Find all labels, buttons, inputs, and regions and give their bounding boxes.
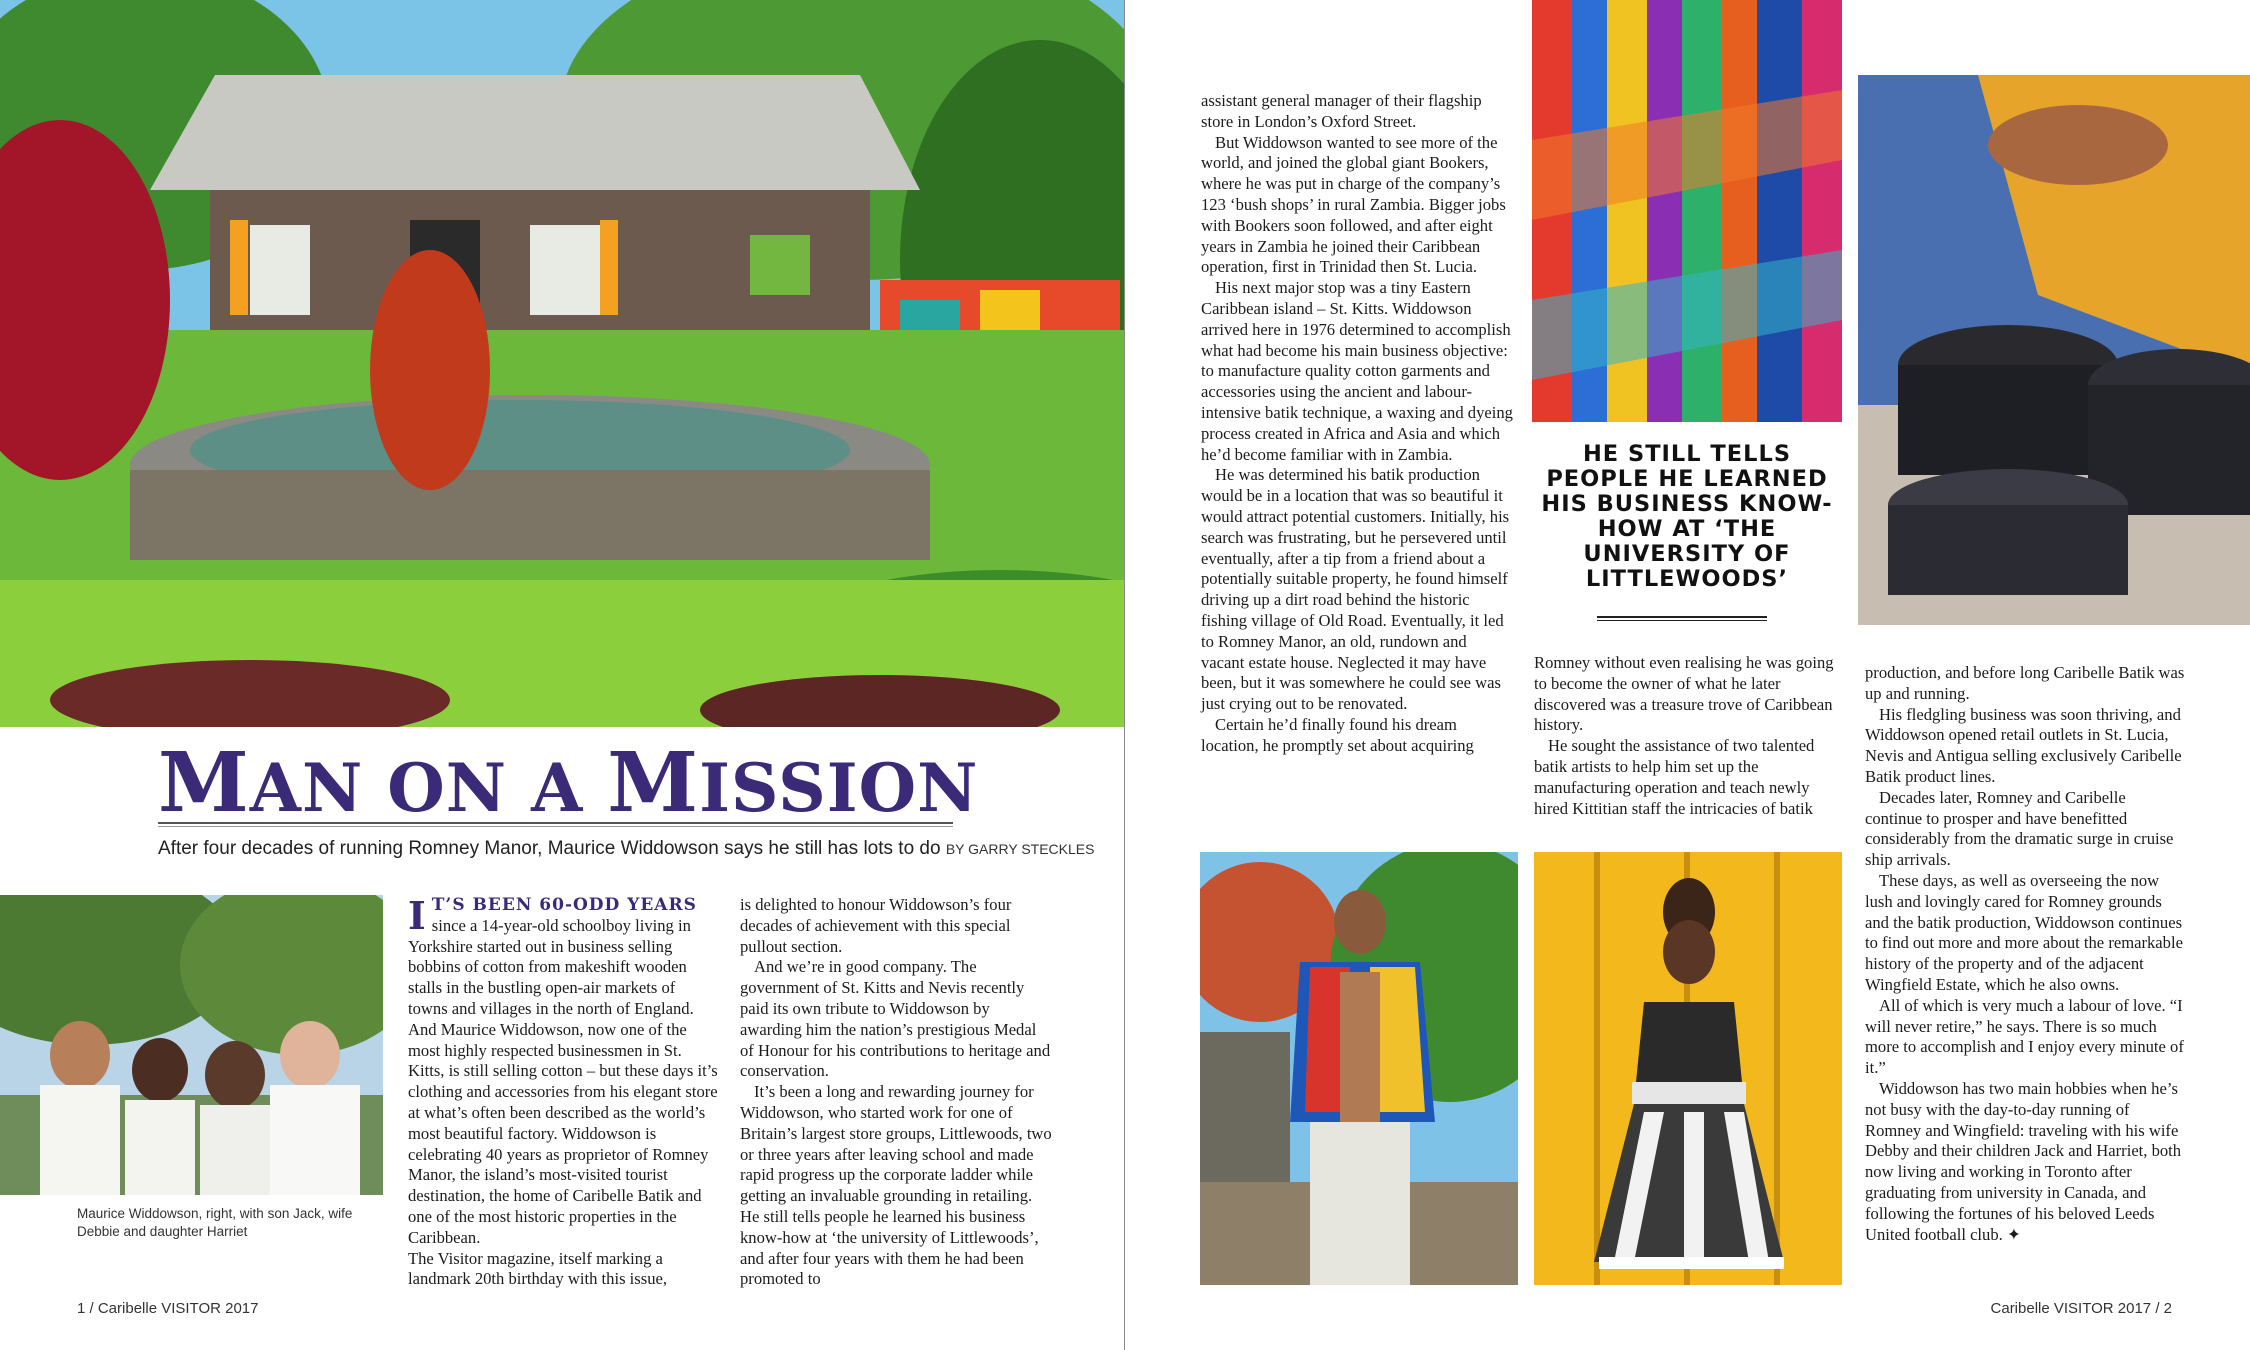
- paragraph: Widdowson has two main hobbies when he’s not busy with the day-to-day running of Romney and Wingfield: traveling with his wife Debby and their children Jack and Harriet, both now living and working in Toronto after graduating from university in Canada, and following the fortunes of his beloved Leeds United football club. ✦: [1865, 1078, 2182, 1244]
- pull-quote-rule: [1597, 616, 1767, 621]
- paragraph: His fledgling business was soon thriving, and Widdowson opened retail outlets in St. Lucia, Nevis and Antigua selling exclusively Caribelle Batik product lines.: [1865, 704, 2182, 786]
- standfirst: After four decades of running Romney Manor, Maurice Widdowson says he still has lots to do BY GARRY STECKLES: [158, 838, 1095, 859]
- body-column-1: [408, 895, 718, 1290]
- byline: BY GARRY STECKLES: [945, 841, 1095, 857]
- drop-cap: I: [408, 893, 426, 938]
- pull-quote: HE STILL TELLS PEOPLE HE LEARNED HIS BUSINESS KNOW-HOW AT ‘THE UNIVERSITY OF LITTLEWOODS’: [1541, 441, 1833, 592]
- article-title: MAN ON A MISSION: [158, 735, 979, 831]
- paragraph: production, and before long Caribelle Batik was up and running.: [1865, 663, 2185, 703]
- paragraph: is delighted to honour Widdowson’s four decades of achievement with this special pullout section.: [740, 895, 1012, 956]
- paragraph: All of which is very much a labour of love. “I will never retire,” he says. There is so much more to accomplish and I enjoy every minute of it.”: [1865, 995, 2184, 1078]
- paragraph: Romney without even realising he was going to become the owner of what he later discovered was a treasure trove of Caribbean history.: [1534, 653, 1834, 735]
- romney-manor-garden-photo: [0, 0, 1124, 727]
- paragraph: And we’re in good company. The government of St. Kitts and Nevis recently paid its own tribute to Widdowson by awarding him the nation’s prestigious Medal of Honour for his contributions to heritage and conservation.: [740, 957, 1051, 1081]
- paragraph: These days, as well as overseeing the now lush and lovingly cared for Romney grounds and the batik production, Widdowson continues to find out more and more about the remarkable history of the property and of the adjacent Wingfield Estate, which he also owns.: [1865, 870, 2183, 994]
- model-in-batik-shirt-photo: [1200, 852, 1518, 1285]
- paragraph: Certain he’d finally found his dream location, he promptly set about acquiring: [1201, 714, 1474, 755]
- paragraph: Decades later, Romney and Caribelle continue to prosper and have benefitted considerably from the dramatic surge in cruise ship arrivals.: [1865, 787, 2174, 870]
- family-portrait-photo: [0, 895, 383, 1195]
- body-column-2: [740, 895, 1052, 1290]
- paragraph: But Widdowson wanted to see more of the world, and joined the global giant Bookers, where he was put in charge of the company’s 123 ‘bush shops’ in rural Zambia. Bigger jobs with Bookers soon followed, and after eight years in Zambia he joined their Caribbean operation, first in Trinidad then St. Lucia.: [1201, 132, 1506, 277]
- paragraph: He was determined his batik production would be in a location that was so beautiful it would attract potential customers. Initially, his search was frustrating, but he persevered until eventually, after a tip from a friend about a potentially suitable property, he found himself driving up a dirt road behind the historic fishing village of Old Road. Eventually, it led to Romney Manor, an old, rundown and vacant estate house. Neglected it may have been, but it was somewhere he could see was just crying out to be renovated.: [1201, 465, 1510, 714]
- paragraph: The Visitor magazine, itself marking a landmark 20th birthday with this issue,: [408, 1248, 668, 1289]
- folio-right: Caribelle VISITOR 2017 / 2: [1990, 1300, 2172, 1317]
- batik-fabrics-photo: [1532, 0, 1842, 422]
- paragraph: He sought the assistance of two talented batik artists to help him set up the manufacturing operation and teach newly hired Kittitian staff the intricacies of batik: [1534, 736, 1815, 818]
- paragraph: His next major stop was a tiny Eastern Caribbean island – St. Kitts. Widdowson arrived here in 1976 determined to accomplish what had become his main business objective: to manufacture quality cotton garments and accessories using the ancient and labour-intensive batik technique, a waxing and dyeing process created in Africa and Asia and which he’d become familiar with in Zambia.: [1201, 278, 1513, 464]
- page-gutter: [1124, 0, 1125, 1350]
- body-column-3: [1201, 91, 1513, 757]
- batik-dye-pots-photo: [1858, 75, 2250, 625]
- paragraph: since a 14-year-old schoolboy living in Yorkshire started out in business selling bobbins of cotton from makeshift wooden stalls in the bustling open-air markets of towns and villages in the north of England. And Maurice Widdowson, now one of the most highly respected businessmen in St. Kitts, is still selling cotton – but these days it’s clothing and accessories from his elegant store at what’s often been described as the world’s most beautiful factory. Widdowson is celebrating 40 years as proprietor of Romney Manor, the island’s most-visited tourist destination, the home of Caribelle Batik and one of the most historic properties in the Caribbean.: [408, 915, 718, 1247]
- paragraph: It’s been a long and rewarding journey for Widdowson, who started work for one of Britain’s largest store groups, Littlewoods, two or three years after leaving school and made rapid progress up the corporate ladder while getting an invaluable grounding in retailing. He still tells people he learned his business know-how at ‘the university of Littlewoods’, and after four years with them he had been promoted to: [740, 1082, 1052, 1289]
- photo-caption: Maurice Widdowson, right, with son Jack, wife Debbie and daughter Harriet: [77, 1206, 353, 1239]
- folio-left: 1 / Caribelle VISITOR 2017: [77, 1300, 259, 1317]
- title-underline: [158, 822, 953, 827]
- lead-in: T’S BEEN 60-ODD YEARS: [431, 895, 697, 915]
- model-in-zebra-dress-photo: [1534, 852, 1842, 1285]
- body-column-5: [1865, 663, 2185, 1245]
- paragraph: assistant general manager of their flagship store in London’s Oxford Street.: [1201, 91, 1482, 131]
- body-column-4: [1534, 653, 1846, 819]
